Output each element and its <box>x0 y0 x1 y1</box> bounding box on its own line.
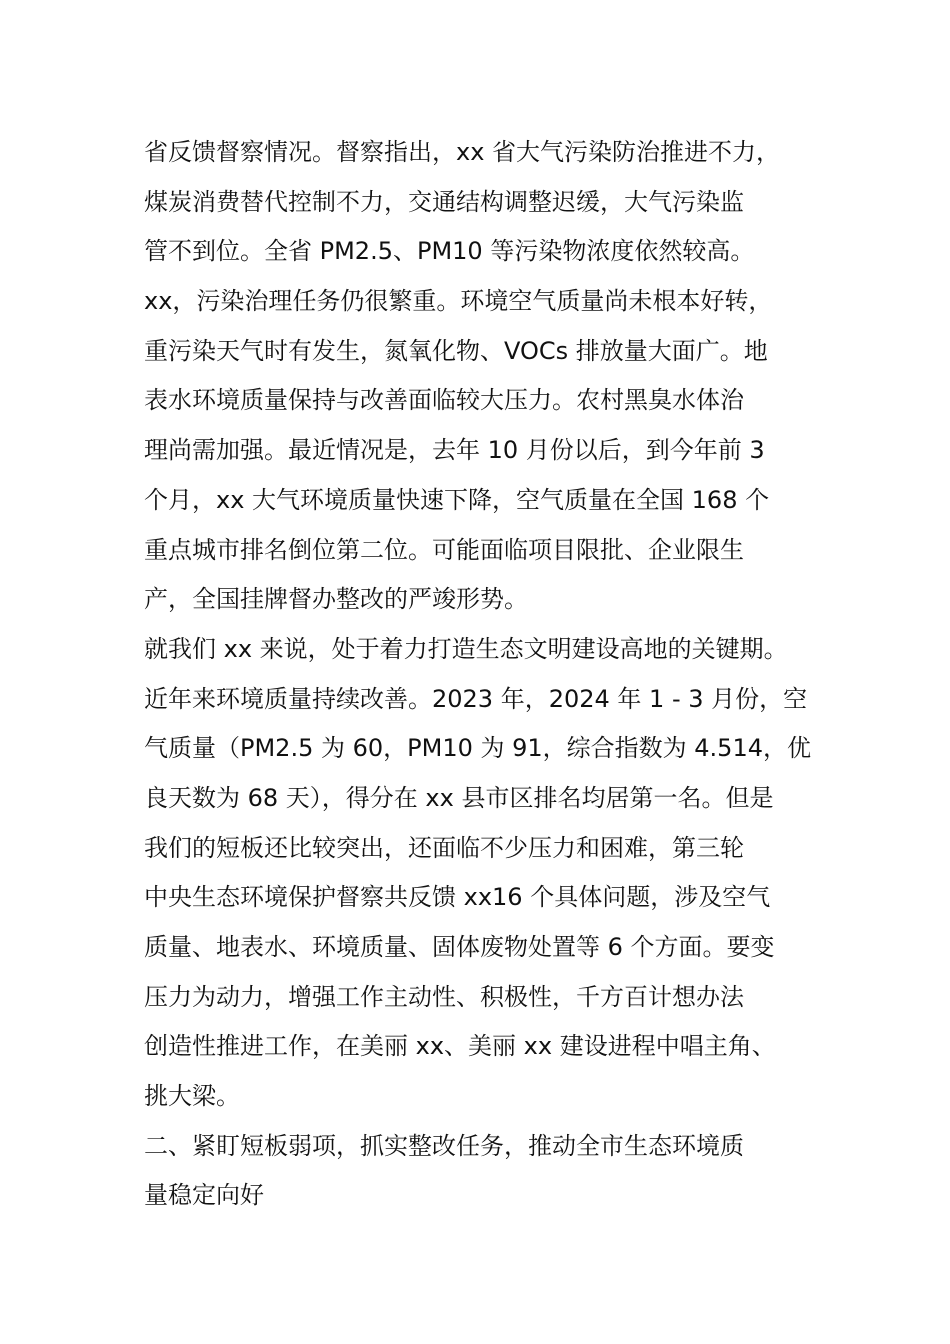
text-line: 省反馈督察情况。督察指出，xx 省大气污染防治推进不力， <box>144 138 781 166</box>
text-line: 近年来环境质量持续改善。2023 年，2024 年 1 - 3 月份，空 <box>144 684 808 713</box>
text-line: 理尚需加强。最近情况是，去年 10 月份以后，到今年前 3 <box>144 436 765 465</box>
text-line: xx，污染治理任务仍很繁重。环境空气质量尚未根本好转， <box>144 287 773 316</box>
text-line: 挑大梁。 <box>144 1082 240 1111</box>
text-line: 个月，xx 大气环境质量快速下降，空气质量在全国 168 个 <box>144 485 770 514</box>
section-heading-line: 二、紧盯短板弱项，抓实整改任务，推动全市生态环境质 <box>144 1131 744 1160</box>
text-line: 中央生态环境保护督察共反馈 xx16 个具体问题，涉及空气 <box>144 883 771 912</box>
text-line: 重点城市排名倒位第二位。可能面临项目限批、企业限生 <box>144 535 744 564</box>
text-line: 产，全国挂牌督办整改的严竣形势。 <box>144 585 528 614</box>
text-line: 压力为动力，增强工作主动性、积极性，千方百计想办法 <box>144 982 744 1011</box>
text-line: 良天数为 68 天），得分在 xx 县市区排名均居第一名。但是 <box>144 783 774 812</box>
body-text <box>144 128 844 1221</box>
text-line: 管不到位。全省 PM2.5、PM10 等污染物浓度依然较高。 <box>144 237 755 266</box>
text-line: 表水环境质量保持与改善面临较大压力。农村黑臭水体治 <box>144 386 744 415</box>
text-line: 煤炭消费替代控制不力，交通结构调整迟缓，大气污染监 <box>144 187 744 216</box>
text-line: 重污染天气时有发生，氮氧化物、VOCs 排放量大面广。地 <box>144 336 768 365</box>
text-line: 创造性推进工作，在美丽 xx、美丽 xx 建设进程中唱主角、 <box>144 1032 776 1061</box>
text-line: 就我们 xx 来说，处于着力打造生态文明建设高地的关键期。 <box>144 634 788 663</box>
section-heading-line: 量稳定向好 <box>144 1181 264 1210</box>
text-line: 我们的短板还比较突出，还面临不少压力和困难，第三轮 <box>144 833 744 862</box>
text-line: 气质量（PM2.5 为 60，PM10 为 91，综合指数为 4.514，优 <box>144 734 811 763</box>
text-line: 质量、地表水、环境质量、固体废物处置等 6 个方面。要变 <box>144 933 775 961</box>
